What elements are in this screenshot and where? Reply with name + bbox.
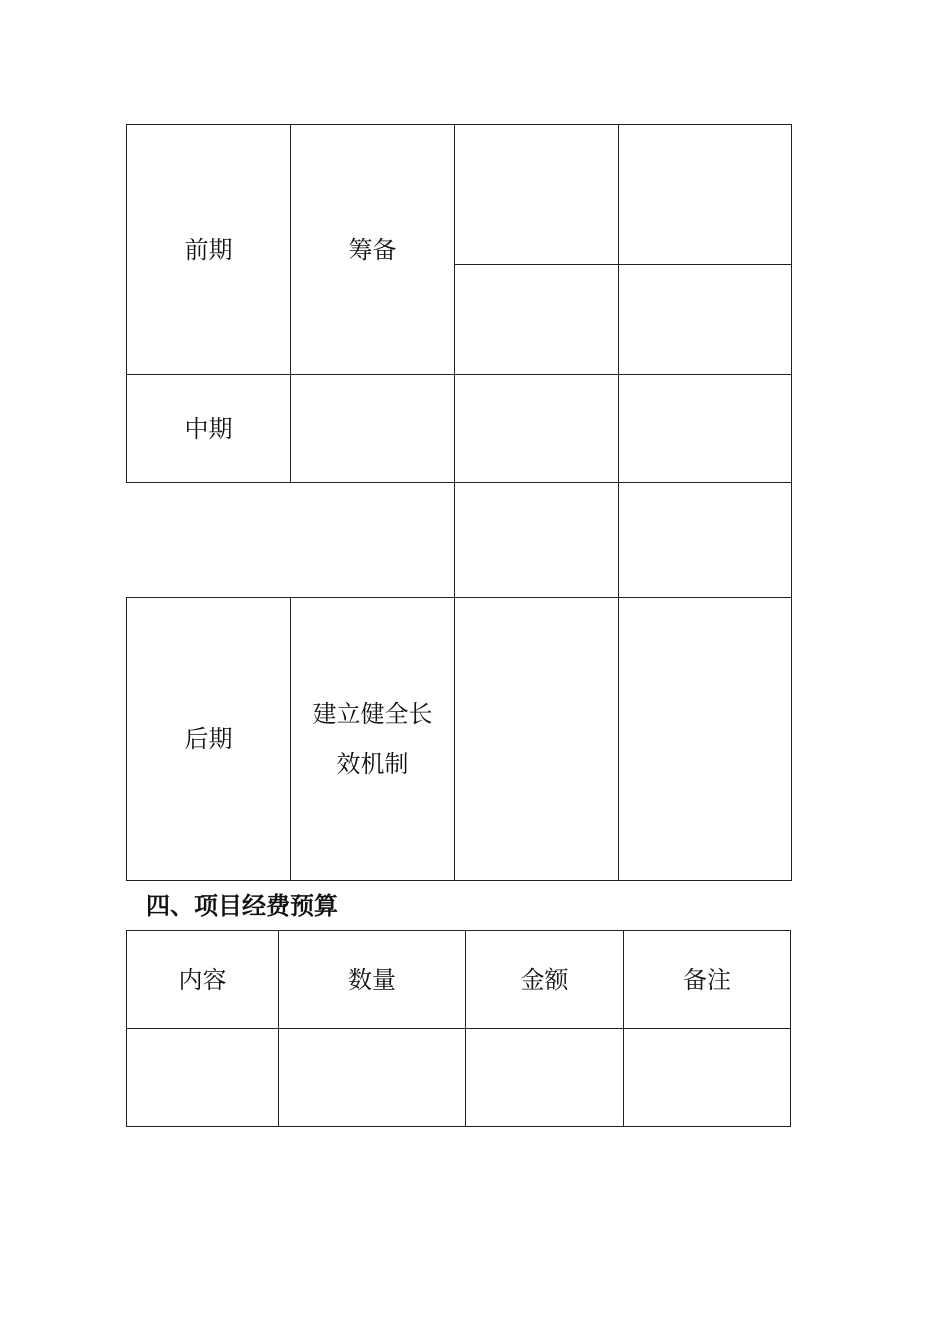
table-cell	[454, 374, 619, 483]
table-cell-content-early	[290, 124, 455, 375]
table-cell	[618, 597, 792, 881]
table-cell	[618, 482, 792, 598]
table-cell	[278, 1028, 466, 1127]
header-label: 内容	[178, 965, 227, 994]
table-cell	[454, 264, 619, 375]
table-cell	[126, 1028, 279, 1127]
section-title: 四、项目经费预算	[146, 892, 338, 920]
table-cell-content-middle	[290, 374, 455, 483]
phase-label: 后期	[184, 725, 233, 753]
table-cell	[623, 1028, 791, 1127]
table-blank-area	[126, 482, 455, 598]
header-label: 金额	[520, 965, 569, 994]
content-label-line-1: 建立健全长	[312, 700, 433, 728]
table-cell-content-late	[290, 597, 455, 881]
table-cell	[454, 482, 619, 598]
table-cell	[618, 124, 792, 265]
table-header-cell	[126, 930, 279, 1029]
content-label: 筹备	[348, 235, 397, 264]
phase-label: 前期	[184, 235, 233, 264]
table-cell	[618, 374, 792, 483]
table-cell	[618, 264, 792, 375]
header-label: 数量	[348, 965, 396, 994]
table-cell	[465, 1028, 624, 1127]
table-cell-phase-late	[126, 597, 291, 881]
table-cell	[454, 597, 619, 881]
table-cell-phase-early	[126, 124, 291, 375]
table-cell	[454, 124, 619, 265]
phase-label: 中期	[184, 414, 233, 443]
table-cell-phase-middle	[126, 374, 291, 483]
header-label: 备注	[683, 965, 731, 994]
content-label-line-2: 效机制	[336, 750, 409, 778]
table-header-cell	[465, 930, 624, 1029]
table-header-cell	[623, 930, 791, 1029]
table-header-cell	[278, 930, 466, 1029]
